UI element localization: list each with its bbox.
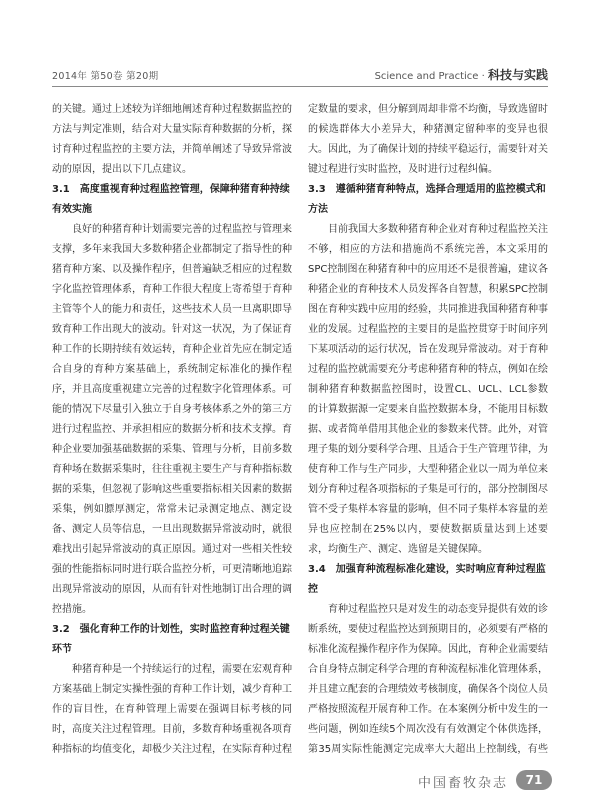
- journal-name: 中国畜牧杂志: [417, 776, 508, 791]
- heading-3-1: 3.1 高度重视育种过程监控管理，保障种猪育种持续有效实施: [52, 184, 290, 215]
- section-title: [375, 66, 548, 83]
- heading-3-3: 3.3 遵循种猪育种特点，选择合理适用的监控模式和方法: [308, 184, 546, 215]
- section-title-en: Science and Practice ·: [374, 71, 485, 82]
- paragraph-3-1: 良好的种猪育种计划需要完善的过程监控与管理来支撑，多年来我国大多数种猪企业都制定了指导性的种猪育种方案、以及操作程序，但普遍缺乏相应的过程数字化监控管理体系，育种工作很大程度上寄希望于育种主管等个人的能力和责任，这些技术人员一旦离职即导致育种工作出现大的波动。针对这一状况，为了保证育种工作的长期持续有效运转，育种企业首先应在制定适合自身的育种方案基础上，系统制定标准化的操作程序，并且高度重视建立完善的过程数字化管理体系。可能的情况下尽量引入独立于自身考核体系之外的第三方进行过程监控、并承担相应的数据分析和技术支撑。育种企业要加强基础数据的采集、管理与分析，目前多数育种场在数据采集时，往往重视主要生产与育种指标数据的采集，但忽视了影响这些重要指标相关因素的数据采集，例如膘厚测定，常常未记录测定地点、测定设备、测定人员等信息，一旦出现数据异常波动时，就很难找出引起异常波动的真正原因。通过对一些相关性较强的性能指标同时进行联合监控分析，可更清晰地追踪出现异常波动的原因，从而有针对性地制订出合理的调控措施。: [52, 224, 292, 615]
- right-column: [308, 100, 548, 762]
- paragraph-continued: 的关键。通过上述较为详细地阐述育种过程数据监控的方法与判定准则，结合对大量实际育种数据的分析，探讨育种过程监控的主要方法，并简单阐述了导致异常波动的原因，提出以下几点建议。: [52, 104, 292, 175]
- paragraph-continued: 定数量的要求，但分解到周却非常不均衡，导致选留时的候选群体大小差异大，种猪测定留种率的变异也很大。因此，为了确保计划的持续平稳运行，需要针对关键过程进行实时监控，及时进行过程纠偏。: [308, 104, 548, 175]
- paragraph-3-3: 目前我国大多数种猪育种企业对育种过程监控关注不够，相应的方法和措施尚不系统完善，本文采用的SPC控制图在种猪育种中的应用还不是很普遍，建议各种猪企业的育种技术人员发挥各自智慧，积累SPC控制图在育种实践中应用的经验，共同推进我国种猪育种事业的发展。过程监控的主要目的是监控贯穿于时间序列下某项活动的运行状况，旨在发现异常波动。对于育种过程的监控就需要充分考虑种猪育种的特点，例如在绘制种猪育种数据监控图时，设置CL、UCL、LCL参数的计算数据源一定要来自监控数据本身，不能用目标数据、或者简单借用其他企业的参数来代替。此外，对管理子集的划分要科学合理、且适合于生产管理节律，为使育种工作与生产同步，大型种猪企业以一周为单位来划分育种过程各项指标的子集是可行的，部分控制图尽管不受子集样本容量的影响，但不同子集样本容量的差异也应控制在25%以内，要使数据质量达到上述要求，均衡生产、测定、选留是关键保障。: [308, 224, 548, 555]
- header-rule: [52, 86, 548, 87]
- paragraph-3-2: 种猪育种是一个持续运行的过程，需要在宏观育种方案基础上制定实操性强的育种工作计划，减少育种工作的盲目性，在育种管理上需要在强调目标考核的同时，高度关注过程管理。目前，多数育种场重视各项育种指标的均值变化，却极少关注过程，在实际育种过程: [52, 664, 292, 755]
- running-header: [52, 66, 548, 84]
- section-title-cn: 科技与实践: [487, 68, 548, 82]
- page-number: 71: [516, 770, 552, 790]
- left-column: [52, 100, 292, 762]
- heading-3-4: 3.4 加强育种流程标准化建设，实时响应育种过程监控: [308, 564, 546, 595]
- heading-3-2: 3.2 强化育种工作的计划性，实时监控育种过程关键环节: [52, 624, 290, 655]
- issue-info: 2014年 第50卷 第20期: [52, 71, 159, 82]
- paragraph-3-4: 育种过程监控只是对发生的动态变异提供有效的诊断系统，要使过程监控达到预期目的，必须要有严格的标准化流程操作程序作为保障。因此，育种企业需要结合自身特点制定科学合理的育种流程标准化管理体系，并且建立配套的合理绩效考核制度，确保各个岗位人员严格按照流程开展育种工作。在本案例分析中发生的一些问题，例如连续5个周次没有有效测定个体供选择，第35周实际性能测定完成率大大超出上控制线，有些: [308, 604, 548, 755]
- page-footer: [392, 770, 552, 792]
